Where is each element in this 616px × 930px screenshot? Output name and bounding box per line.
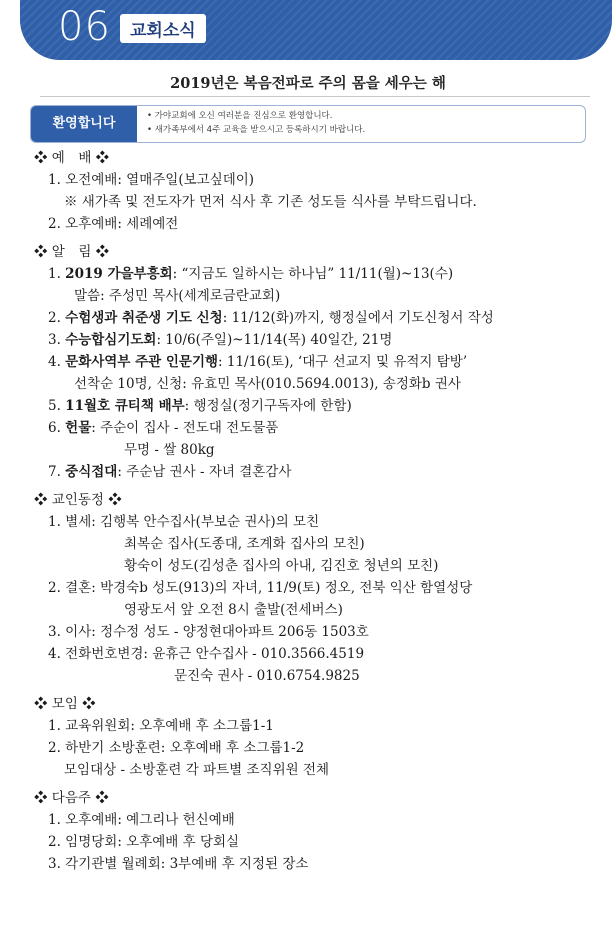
members-item-2: 2. 결혼: 박경숙b 성도(913)의 자녀, 11/9(토) 정오, 전북 익산 함열성당 — [48, 580, 473, 596]
worship-item-2: 2. 오후예배: 세례예전 — [48, 216, 179, 232]
yearly-theme: 2019년은 복음전파로 주의 몸을 세우는 해 — [170, 75, 446, 92]
welcome-lines — [147, 109, 365, 137]
bulletin-content — [34, 147, 604, 875]
members-item-4-b: 문진숙 권사 - 010.6754.9825 — [174, 668, 360, 684]
next-item-1: 1. 오후예배: 예그리나 헌신예배 — [48, 812, 235, 828]
theme-divider — [40, 96, 590, 97]
meeting-item-2-detail: 모임대상 - 소방훈련 각 파트별 조직위원 전체 — [64, 762, 330, 778]
members-item-1-b: 최복순 집사(도종대, 조계화 집사의 모친) — [124, 536, 365, 552]
worship-item-1-note: ※ 새가족 및 전도자가 먼저 식사 후 기존 성도들 식사를 부탁드립니다. — [64, 194, 477, 210]
notice-item-1-detail: 말씀: 주성민 목사(세계로금란교회) — [74, 288, 281, 304]
members-heading: ❖ 교인동정 ❖ — [34, 492, 122, 508]
section-label: 교회소식 — [120, 14, 206, 43]
worship-item-1: 1. 오전예배: 열매주일(보고싶데이) — [48, 172, 255, 188]
section-number: 06 — [58, 4, 111, 50]
notice-item-1: 1. 2019 가을부흥회: “지금도 일하시는 하나님” 11/11(월)~13(수) — [48, 266, 454, 282]
members-item-4: 4. 전화번호변경: 윤휴근 안수집사 - 010.3566.4519 — [48, 646, 365, 662]
worship-heading: ❖ 예 배 ❖ — [34, 150, 110, 166]
next-heading: ❖ 다음주 ❖ — [34, 790, 109, 806]
notice-item-6: 6. 헌물: 주순이 집사 - 전도대 전도물품 — [48, 420, 279, 436]
notice-item-3: 3. 수능합심기도회: 10/6(주일)~11/14(목) 40일간, 21명 — [48, 332, 393, 348]
notice-item-7: 7. 중식접대: 주순남 권사 - 자녀 결혼감사 — [48, 464, 292, 480]
notice-heading: ❖ 알 림 ❖ — [34, 244, 110, 260]
section-header — [20, 0, 612, 60]
meeting-item-2: 2. 하반기 소방훈련: 오후예배 후 소그룹1-2 — [48, 740, 305, 756]
notice-item-4: 4. 문화사역부 주관 인문기행: 11/16(토), ‘대구 선교지 및 유적지 탐방’ — [48, 354, 468, 370]
welcome-line-1: • 가야교회에 오신 여러분을 진심으로 환영합니다. — [147, 109, 365, 123]
members-item-2-b: 영광도서 앞 오전 8시 출발(전세버스) — [124, 602, 343, 618]
meeting-heading: ❖ 모임 ❖ — [34, 696, 96, 712]
members-item-1: 1. 별세: 김행복 안수집사(부보순 권사)의 모친 — [48, 514, 320, 530]
notice-item-2: 2. 수험생과 취준생 기도 신청: 11/12(화)까지, 행정실에서 기도신청서 작성 — [48, 310, 494, 326]
notice-item-5: 5. 11월호 큐티책 배부: 행정실(정기구독자에 한함) — [48, 398, 352, 414]
welcome-badge: 환영합니다 — [31, 106, 137, 142]
welcome-box — [30, 105, 586, 143]
notice-item-6-detail: 무명 - 쌀 80kg — [124, 442, 215, 458]
welcome-line-2: • 새가족부에서 4주 교육을 받으시고 등록하시기 바랍니다. — [147, 123, 365, 137]
next-item-2: 2. 임명당회: 오후예배 후 당회실 — [48, 834, 240, 850]
members-item-3: 3. 이사: 정수정 성도 - 양정현대아파트 206동 1503호 — [48, 624, 369, 640]
notice-item-4-detail: 선착순 10명, 신청: 유효민 목사(010.5694.0013), 송정화b 권사 — [74, 376, 461, 392]
meeting-item-1: 1. 교육위원회: 오후예배 후 소그룹1-1 — [48, 718, 274, 734]
next-item-3: 3. 각기관별 월례회: 3부예배 후 지정된 장소 — [48, 856, 309, 872]
members-item-1-c: 황숙이 성도(김성춘 집사의 아내, 김진호 청년의 모친) — [124, 558, 439, 574]
